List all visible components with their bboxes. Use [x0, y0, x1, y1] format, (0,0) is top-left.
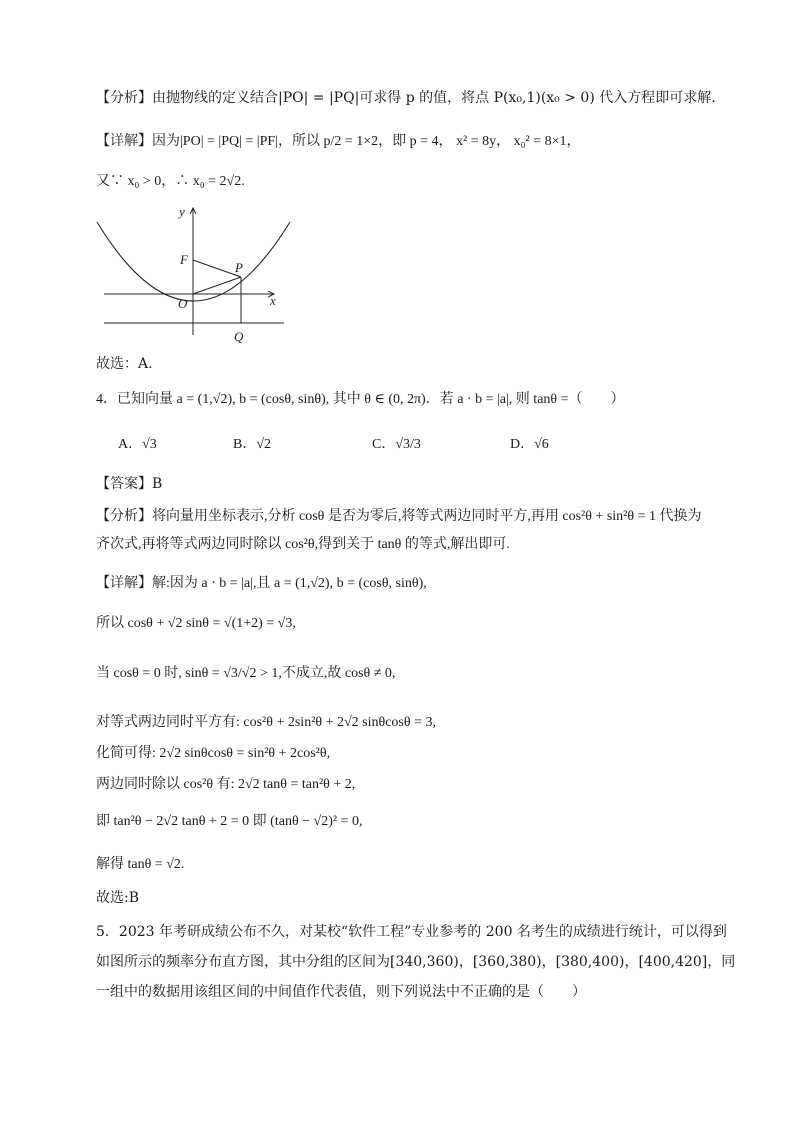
label-y: y: [179, 204, 185, 219]
q4-detail-line-1: [96, 573, 734, 594]
q4-stem: 4．已知向量 a = (1,√2), b = (cosθ, sinθ), 其中 θ ∈ (0, 2π)．若 a · b = |a|, 则 tanθ =（ ）: [96, 392, 625, 407]
analysis-tag: 【分析】: [96, 90, 152, 106]
q4-option-c: C．√3/3: [372, 437, 421, 452]
q4-option-b: B．√2: [233, 437, 272, 452]
q4-detail-line-7: 即 tan²θ − 2√2 tanθ + 2 = 0 即 (tanθ − √2)² = 0,: [96, 814, 363, 829]
q3-analysis-line: [96, 88, 734, 108]
q4-detail-line-2: 所以 cosθ + √2 sinθ = √(1+2) = √3,: [96, 616, 296, 631]
q4-detail-line-4: 对等式两边同时平方有: cos²θ + 2sin²θ + 2√2 sinθcosθ = 3,: [96, 715, 436, 730]
detail-tag: 【详解】: [96, 133, 152, 149]
answer-tag: 【答案】: [96, 476, 152, 492]
q4-detail-line-8: 解得 tanθ = √2.: [96, 857, 185, 872]
q4-option-a: A．√3: [118, 437, 157, 452]
q4-detail-line-3: 当 cosθ = 0 时, sinθ = √3/√2 > 1,不成立,故 cosθ ≠ 0,: [96, 666, 396, 681]
q4-analysis-line-1: [96, 506, 734, 527]
q4-choose: 故选:B: [96, 890, 140, 906]
q5-stem: 5．2023 年考研成绩公布不久，对某校“软件工程”专业参考的 200 名考生的成绩进行统计，可以得到如图所示的频率分布直方图，其中分组的区间为[340,360)，[360,380)，[380,400)，[400,420]，同一组中的数据用该组区间的中间值作代表值，则下列说法中不正确的是（ ）: [96, 924, 736, 1000]
q3-analysis-text: 由抛物线的定义结合|PO| = |PQ|可求得 p 的值，将点 P(x₀,1)(x₀ > 0) 代入方程即可求解.: [152, 90, 716, 106]
q3-choose: 故选：A.: [96, 356, 153, 372]
q4-detail-line-6: 两边同时除以 cos²θ 有: 2√2 tanθ = tan²θ + 2,: [96, 777, 356, 792]
q4-option-d: D．√6: [510, 437, 549, 452]
q3-detail-text-2: 又∵ x₀ > 0，∴ x₀ = 2√2.: [96, 174, 245, 189]
q4-answer: B: [152, 476, 163, 492]
segment-OP: [193, 277, 241, 294]
label-P: P: [235, 260, 243, 275]
q3-detail-text: 因为|PO| = |PQ| = |PF|，所以 p/2 = 1×2，即 p = 4， x² = 8y， x₀² = 8×1，: [152, 134, 581, 149]
q4-detail-line-5: 化简可得: 2√2 sinθcosθ = sin²θ + 2cos²θ,: [96, 746, 331, 761]
label-x: x: [270, 293, 276, 308]
q3-detail-line: [96, 131, 734, 152]
q4-answer-line: [96, 474, 734, 494]
q4-detail-text-1: 解:因为 a · b = |a|,且 a = (1,√2), b = (cosθ, sinθ),: [152, 576, 427, 591]
q4-analysis-text-1: 将向量用坐标表示,分析 cosθ 是否为零后,将等式两边同时平方,再用 cos²θ + sin²θ = 1 代换为: [152, 509, 702, 524]
parabola-figure: [94, 200, 294, 345]
q4-analysis-line-2: 齐次式,再将等式两边同时除以 cos²θ,得到关于 tanθ 的等式,解出即可.: [96, 537, 510, 552]
q3-detail-line-2: [96, 171, 734, 192]
label-F: F: [180, 252, 188, 267]
analysis-tag: 【分析】: [96, 508, 152, 524]
label-Q: Q: [234, 329, 244, 344]
segment-FP: [193, 260, 241, 277]
label-O: O: [178, 296, 188, 311]
detail-tag: 【详解】: [96, 575, 152, 591]
